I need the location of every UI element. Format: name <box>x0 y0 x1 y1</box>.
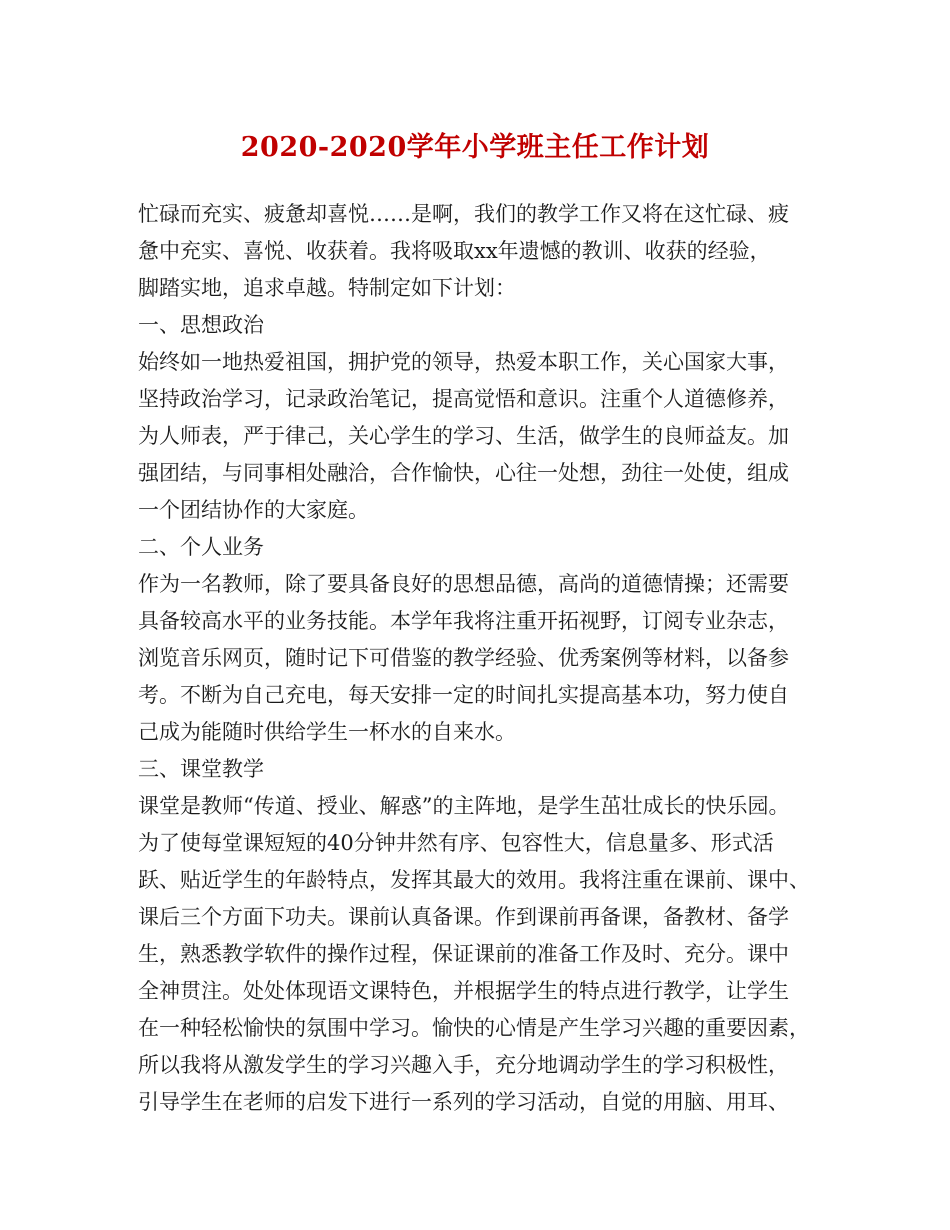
document-body <box>138 196 828 1121</box>
text-line: 具备较高水平的业务技能。本学年我将注重开拓视野，订阅专业杂志， <box>138 609 789 633</box>
text-line: 脚踏实地，追求卓越。特制定如下计划： <box>138 276 516 300</box>
text-line: 为人师表，严于律己，关心学生的学习、生活，做学生的良师益友。加 <box>138 424 789 448</box>
text-line: 浏览音乐网页，随时记下可借鉴的教学经验、优秀案例等材料，以备参 <box>138 646 789 670</box>
text-line: 己成为能随时供给学生一杯水的自来水。 <box>138 720 516 744</box>
section-heading: 三、课堂教学 <box>138 757 264 781</box>
text-line: 生，熟悉教学软件的操作过程，保证课前的准备工作及时、充分。课中 <box>138 942 789 966</box>
text-line: 忙碌而充实、疲惫却喜悦……是啊，我们的教学工作又将在这忙碌、疲 <box>138 202 789 226</box>
text-line: 课后三个方面下功夫。课前认真备课。作到课前再备课，备教材、备学 <box>138 905 789 929</box>
text-line: 在一种轻松愉快的氛围中学习。愉快的心情是产生学习兴趣的重要因素， <box>138 1016 810 1040</box>
text-line: 引导学生在老师的启发下进行一系列的学习活动，自觉的用脑、用耳、 <box>138 1090 789 1114</box>
text-line: 强团结，与同事相处融洽，合作愉快，心往一处想，劲往一处使，组成 <box>138 461 789 485</box>
text-line: 始终如一地热爱祖国，拥护党的领导，热爱本职工作，关心国家大事， <box>138 350 789 374</box>
text-line: 坚持政治学习，记录政治笔记，提高觉悟和意识。注重个人道德修养， <box>138 387 789 411</box>
text-line: 作为一名教师，除了要具备良好的思想品德，高尚的道德情操；还需要 <box>138 572 789 596</box>
text-line: 惫中充实、喜悦、收获着。我将吸取xx年遗憾的教训、收获的经验， <box>138 239 771 263</box>
section-heading: 二、个人业务 <box>138 535 264 559</box>
text-line: 所以我将从激发学生的学习兴趣入手，充分地调动学生的学习积极性， <box>138 1053 789 1077</box>
text-line: 一个团结协作的大家庭。 <box>138 498 369 522</box>
text-line: 考。不断为自己充电，每天安排一定的时间扎实提高基本功，努力使自 <box>138 683 789 707</box>
text-line: 全神贯注。处处体现语文课特色，并根据学生的特点进行教学，让学生 <box>138 979 789 1003</box>
text-line: 跃、贴近学生的年龄特点，发挥其最大的效用。我将注重在课前、课中、 <box>138 868 810 892</box>
text-line: 为了使每堂课短短的40分钟井然有序、包容性大，信息量多、形式活 <box>138 831 774 855</box>
text-line: 课堂是教师“传道、授业、解惑”的主阵地，是学生茁壮成长的快乐园。 <box>138 794 790 818</box>
section-heading: 一、思想政治 <box>138 313 264 337</box>
document-title: 2020-2020学年小学班主任工作计划 <box>240 132 710 163</box>
